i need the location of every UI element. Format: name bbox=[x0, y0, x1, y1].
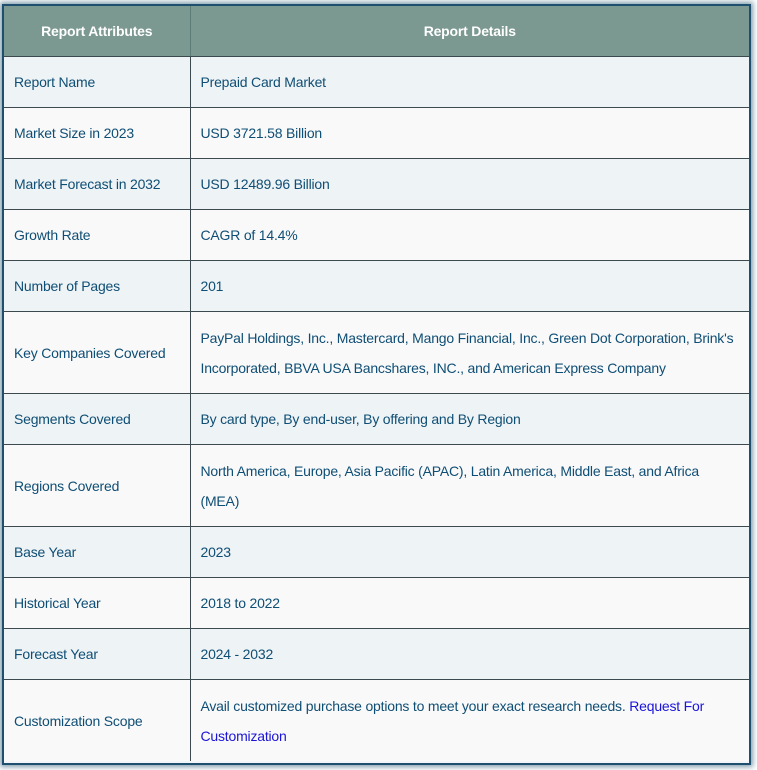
table-row bbox=[4, 57, 749, 108]
row-attribute: Segments Covered bbox=[4, 394, 190, 445]
header-report-attributes: Report Attributes bbox=[4, 6, 190, 57]
row-detail: By card type, By end-user, By offering and By Region bbox=[190, 394, 749, 445]
table-row bbox=[4, 629, 749, 680]
row-detail: PayPal Holdings, Inc., Mastercard, Mango Financial, Inc., Green Dot Corporation, Brink's Incorporated, BBVA USA Bancshares, INC., and American Express Company bbox=[190, 312, 749, 394]
row-detail-customization bbox=[190, 680, 749, 762]
table-row bbox=[4, 210, 749, 261]
row-detail: USD 3721.58 Billion bbox=[190, 108, 749, 159]
row-attribute: Report Name bbox=[4, 57, 190, 108]
table-row bbox=[4, 578, 749, 629]
table-row bbox=[4, 108, 749, 159]
customization-text: Avail customized purchase options to meet your exact research needs. bbox=[200, 697, 626, 714]
table-row bbox=[4, 680, 749, 762]
row-attribute: Market Size in 2023 bbox=[4, 108, 190, 159]
row-attribute: Market Forecast in 2032 bbox=[4, 159, 190, 210]
table-row bbox=[4, 261, 749, 312]
row-attribute: Key Companies Covered bbox=[4, 312, 190, 394]
row-attribute: Base Year bbox=[4, 527, 190, 578]
table-row bbox=[4, 527, 749, 578]
report-table-frame bbox=[2, 4, 751, 765]
row-attribute: Number of Pages bbox=[4, 261, 190, 312]
row-attribute: Historical Year bbox=[4, 578, 190, 629]
report-attributes-table bbox=[4, 6, 749, 761]
row-detail: 2018 to 2022 bbox=[190, 578, 749, 629]
header-report-details: Report Details bbox=[190, 6, 749, 57]
row-attribute: Forecast Year bbox=[4, 629, 190, 680]
row-detail: 201 bbox=[190, 261, 749, 312]
row-detail: 2023 bbox=[190, 527, 749, 578]
row-attribute: Customization Scope bbox=[4, 680, 190, 762]
row-detail: CAGR of 14.4% bbox=[190, 210, 749, 261]
row-detail: 2024 - 2032 bbox=[190, 629, 749, 680]
request-customization-link[interactable]: Request For Customization bbox=[200, 697, 705, 744]
row-detail: Prepaid Card Market bbox=[190, 57, 749, 108]
table-header-row bbox=[4, 6, 749, 57]
table-row bbox=[4, 312, 749, 394]
row-attribute: Regions Covered bbox=[4, 445, 190, 527]
table-row bbox=[4, 445, 749, 527]
table-row bbox=[4, 159, 749, 210]
row-detail: North America, Europe, Asia Pacific (APAC), Latin America, Middle East, and Africa (MEA) bbox=[190, 445, 749, 527]
row-detail: USD 12489.96 Billion bbox=[190, 159, 749, 210]
table-row bbox=[4, 394, 749, 445]
row-attribute: Growth Rate bbox=[4, 210, 190, 261]
